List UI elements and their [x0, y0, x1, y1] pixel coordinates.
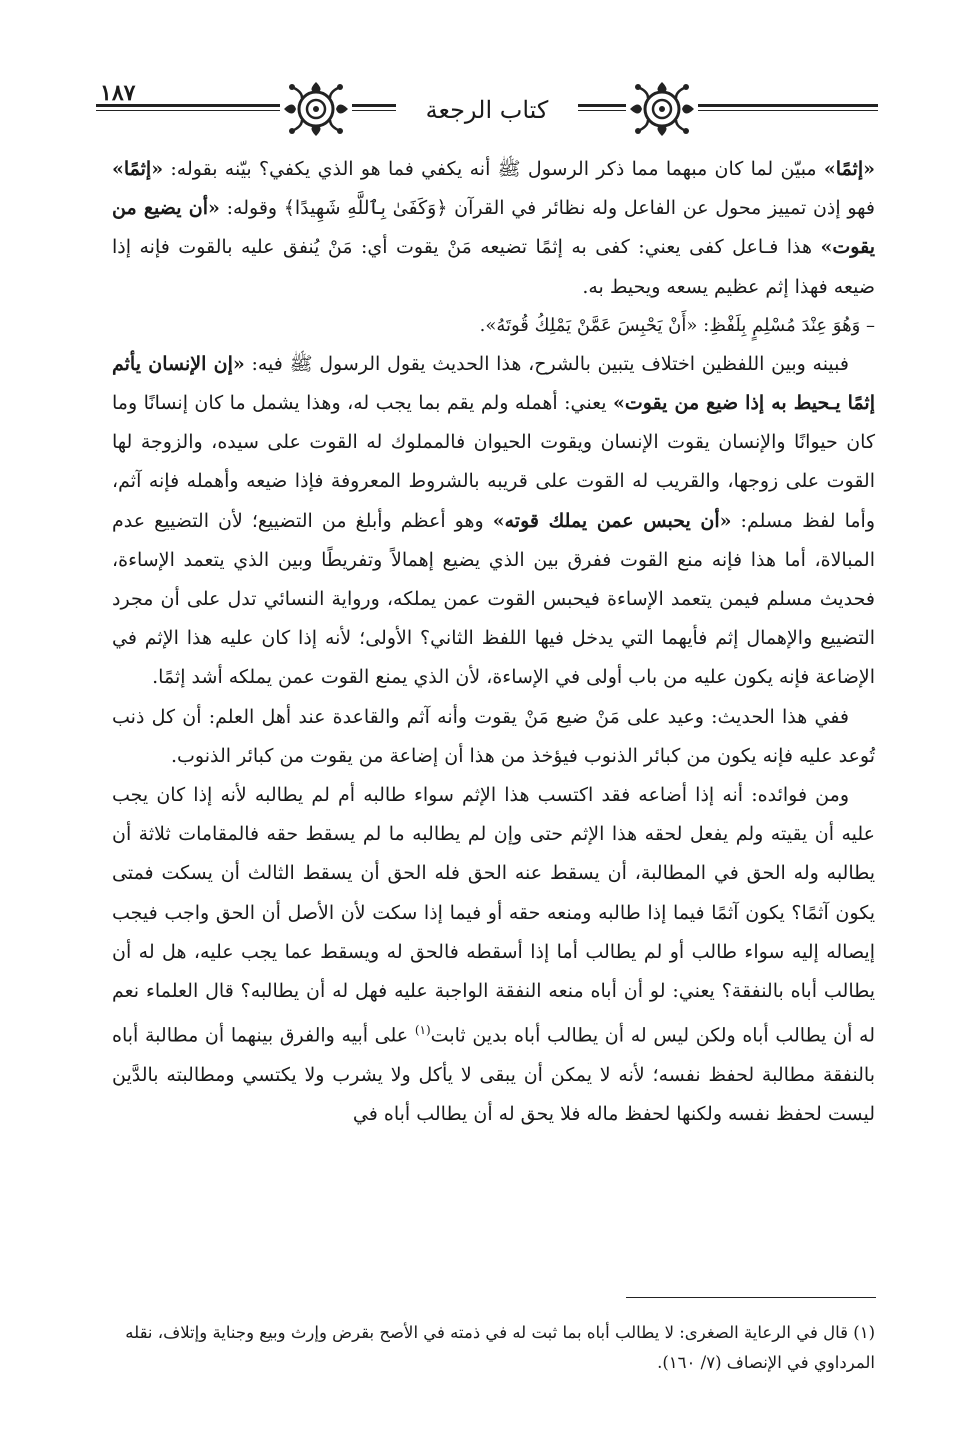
footnote — [112, 1318, 875, 1378]
paragraph-3 — [112, 698, 875, 776]
text-run: أنه إذا أضاعه فقد اكتسب هذا الإثم سواء طالبه أم لم يطالبه لأنه إذا كان يجب عليه أن يقيته ولم يفعل لحقه هذا الإثم حتى وإن لم يطالبه ما لم يسقط حقه فالمقامات ثلاثة أن يطالبه وله الحق في المطالبة، أن يسقط عنه الحق فله الحق أن يسقط الثالث أن يسكت فمتى يكون آثمًا؟ يكون آثمًا فيما إذا طالبه ومنعه حقه أو فيما إذا سكت لأن الأصل أن الحق واجب فيجب إيصاله إليه سواء طالب أو لم يطالب أما إذا أسقطه فالحق له ويسقط عما يجب عليه، هل له أن يطالب أباه بالنفقة؟ يعني: لو أن أباه منعه النفقة الواجبة عليه فهل له أن يطالبه؟ قال العلماء نعم له أن يطالب أباه ولكن ليس له أن يطالب أباه بدين ثابت — [112, 784, 875, 1047]
running-title: كتاب الرجعة — [396, 90, 578, 130]
quoted-term: «أن يحبس عمن يملك قوته» — [492, 509, 732, 532]
text-run: فبينه وبين اللفظين اختلاف يتبين بالشرح، هذا الحديث يقول الرسول ﷺ فيه: — [244, 352, 849, 375]
text-run: فهو إذن تمييز محول عن الفاعل وله نظائر في القرآن ﴿وَكَفَىٰ بِٱللَّهِ شَهِيدًا﴾ وقوله: — [219, 197, 875, 220]
text-run: هذا فـاعل كفى يعني: كفى به إثمًا تضيعه مَنْ يقوت أي: مَنْ يُنفق عليه بالقوت فإنه إذا ضيعه فهذا إثم عظيم يسعه ويحيط به. — [112, 236, 875, 298]
footnote-marker: (١) — [853, 1323, 875, 1342]
text-run: وعيد على مَنْ ضيع مَنْ يقوت وأنه آثم والقاعدة عند أهل العلم: أن كل ذنب تُوعد عليه فإنه يكون من كبائر الذنوب فيؤخذ من هذا أن إضاعة من يقوت من كبائر الذنوب. — [112, 705, 875, 767]
left-ornament-icon — [280, 78, 352, 140]
footnote-separator — [626, 1297, 876, 1298]
quoted-term: «أن يضيع من يقوت» — [112, 197, 875, 259]
text-run: يعني: أهمله ولم يقم بما يجب له، وهذا يشمل ما كان إنسانًا وما كان حيوانًا والإنسان يقوت الإنسان ويقوت الحيوان فالمملوك له القوت على سيده، والزوجة لها القوت على زوجها، والقريب له القوت على قريبه بالشروط المعروفة فإذا ضيعه وأهمله فإنه آثم، وأما لفظ مسلم: — [112, 392, 875, 532]
right-ornament-icon — [626, 78, 698, 140]
lead-phrase: ففي هذا الحديث: — [711, 705, 849, 728]
main-text — [112, 150, 875, 1134]
page-number: ١٨٧ — [100, 80, 136, 106]
hadith-line: – وَهُوَ عِنْدَ مُسْلِمٍ بِلَفْظِ: «أَنْ يَحْبِسَ عَمَّنْ يَمْلِكُ قُوتَهُ». — [479, 314, 875, 336]
quoted-term: «إثمًا» — [823, 158, 875, 180]
page-header — [96, 78, 878, 148]
paragraph-4 — [112, 776, 875, 1134]
paragraph-1 — [112, 150, 875, 307]
lead-phrase: ومن فوائده: — [751, 784, 849, 807]
quoted-term: «إن الإنسان يأثم إثمًا يـحيط به إذا ضيع من يقوت» — [112, 352, 875, 415]
paragraph-2 — [112, 345, 875, 698]
quoted-term: «إثمًا» — [112, 158, 164, 180]
text-run: على أبيه والفرق بينهما أن مطالبة أباه بالنفقة مطالبة لحفظ نفسه؛ لأنه لا يمكن أن يبقى لا يأكل ولا يشرب ولا يكتسي ومطالبته بالدَّين ليست لحفظ نفسه ولكنها لحفظ ماله فلا يحق له أن يطالب أباه في — [112, 1024, 875, 1125]
footnote-reference[interactable]: (١) — [414, 1023, 431, 1038]
footnote-text: قال في الرعاية الصغرى: لا يطالب أباه بما ثبت له في ذمته في الأصح بقرض وإرث وبيع وجناية وإتلاف، نقله المرداوي في الإنصاف (٧/ ١٦٠). — [125, 1323, 875, 1372]
text-run: مبيّن لما كان مبهما مما ذكر الرسول ﷺ أنه يكفي فما هو الذي يكفي؟ بيّنه بقوله: — [163, 158, 824, 180]
text-run: وهو أعظم وأبلغ من التضييع؛ لأن التضييع عدم المبالاة، أما هذا فإنه منع القوت ففرق بين الذي يضيع إهمالاً وتفريطًا وبين الذي يتعمد الإساءة، فحديث مسلم فيمن يتعمد الإساءة فيحبس القوت عمن يملكه، ورواية النسائي تدل على أن مجرد التضييع والإهمال إثم فأيهما التي يدخل فيها اللفظ الثاني؟ الأولى؛ لأنه إذا كان عليه هذا الإثم في الإضاعة فإنه يكون عليه من باب أولى في الإساءة، لأن الذي يمنع القوت عمن يملكه أشد إثمًا. — [112, 509, 875, 689]
